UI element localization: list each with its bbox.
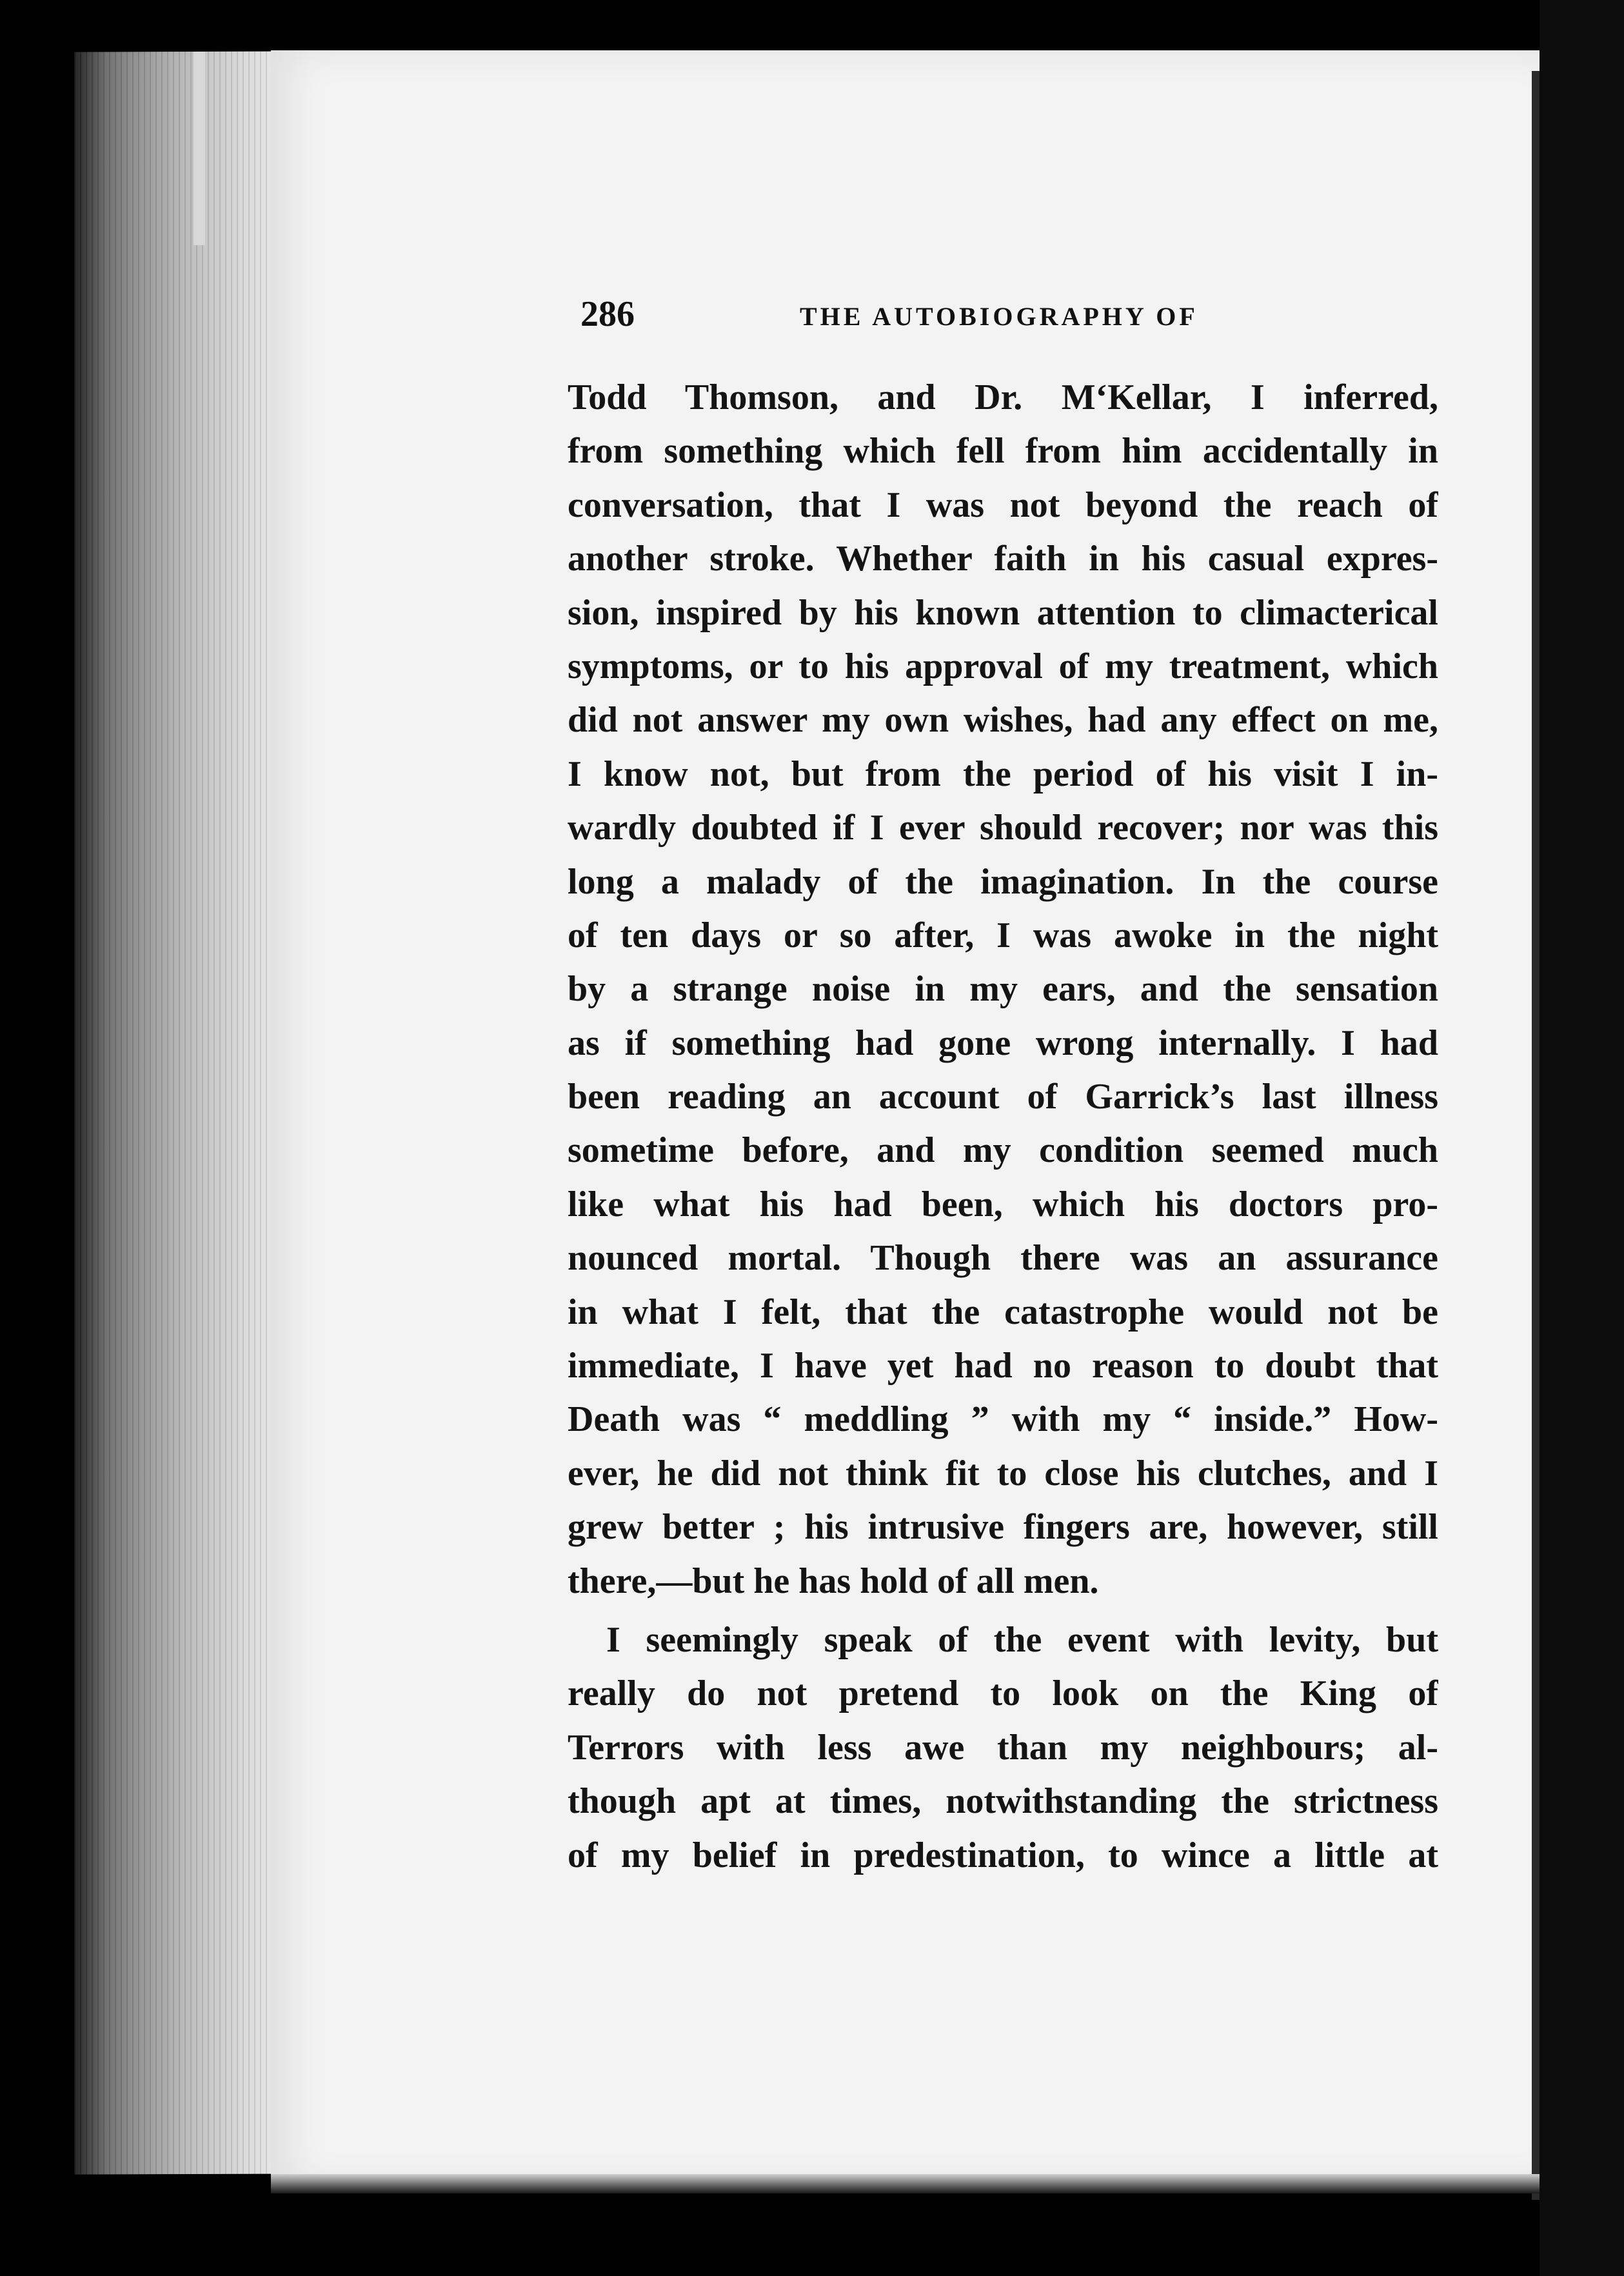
text-line: sion, inspired by his known attention to climacterical <box>568 592 1438 633</box>
text-line: conversation, that I was not beyond the reach of <box>568 484 1438 525</box>
page-right-edge <box>1532 71 1540 2200</box>
paragraph-gap <box>568 1608 1438 1613</box>
text-line: wardly doubted if I ever should recover; nor was this <box>568 808 1438 848</box>
text-line: immediate, I have yet had no reason to doubt that <box>568 1346 1438 1386</box>
text-line: been reading an account of Garrick’s last illness <box>568 1077 1438 1117</box>
text-line: nounced mortal. Though there was an assurance <box>568 1238 1438 1279</box>
text-line: though apt at times, notwithstanding the strictness <box>568 1781 1438 1822</box>
running-head <box>580 294 1438 345</box>
page-bottom-edge <box>271 2174 1545 2193</box>
text-line: did not answer my own wishes, had any effect on me, <box>568 700 1438 741</box>
text-line: another stroke. Whether faith in his casual expres- <box>568 539 1438 579</box>
text-line: really do not pretend to look on the King of <box>568 1673 1438 1714</box>
text-line: as if something had gone wrong internally. I had <box>568 1023 1438 1063</box>
body-text <box>568 371 1438 1882</box>
text-line: I know not, but from the period of his visit I in- <box>568 754 1438 794</box>
text-line: by a strange noise in my ears, and the sensation <box>568 969 1438 1010</box>
text-line: from something which fell from him accidentally in <box>568 431 1438 472</box>
page-edge-highlight <box>193 52 205 245</box>
text-line: of ten days or so after, I was awoke in the night <box>568 915 1438 955</box>
text-line: symptoms, or to his approval of my treatment, which <box>568 646 1438 686</box>
text-line: I seemingly speak of the event with levity, but <box>606 1619 1438 1660</box>
text-line: long a malady of the imagination. In the course <box>568 861 1438 902</box>
text-line: Terrors with less awe than my neighbours; al- <box>568 1727 1438 1768</box>
text-line: sometime before, and my condition seemed much <box>568 1130 1438 1171</box>
text-line: grew better ; his intrusive fingers are, however, still <box>568 1507 1438 1548</box>
text-line: Death was “ meddling ” with my “ inside.” How- <box>568 1399 1438 1440</box>
text-line: in what I felt, that the catastrophe would not be <box>568 1292 1438 1332</box>
background-right <box>1540 0 1624 2276</box>
text-line: ever, he did not think fit to close his clutches, and I <box>568 1453 1438 1493</box>
running-title: THE AUTOBIOGRAPHY OF <box>800 302 1198 331</box>
text-line: Todd Thomson, and Dr. M‘Kellar, I inferred, <box>568 377 1438 417</box>
text-line: like what his had been, which his doctors pro- <box>568 1184 1438 1224</box>
page-number: 286 <box>580 294 635 334</box>
text-line: there,—but he has hold of all men. <box>568 1561 1099 1601</box>
text-line: of my belief in predestination, to wince a little at <box>568 1835 1438 1875</box>
